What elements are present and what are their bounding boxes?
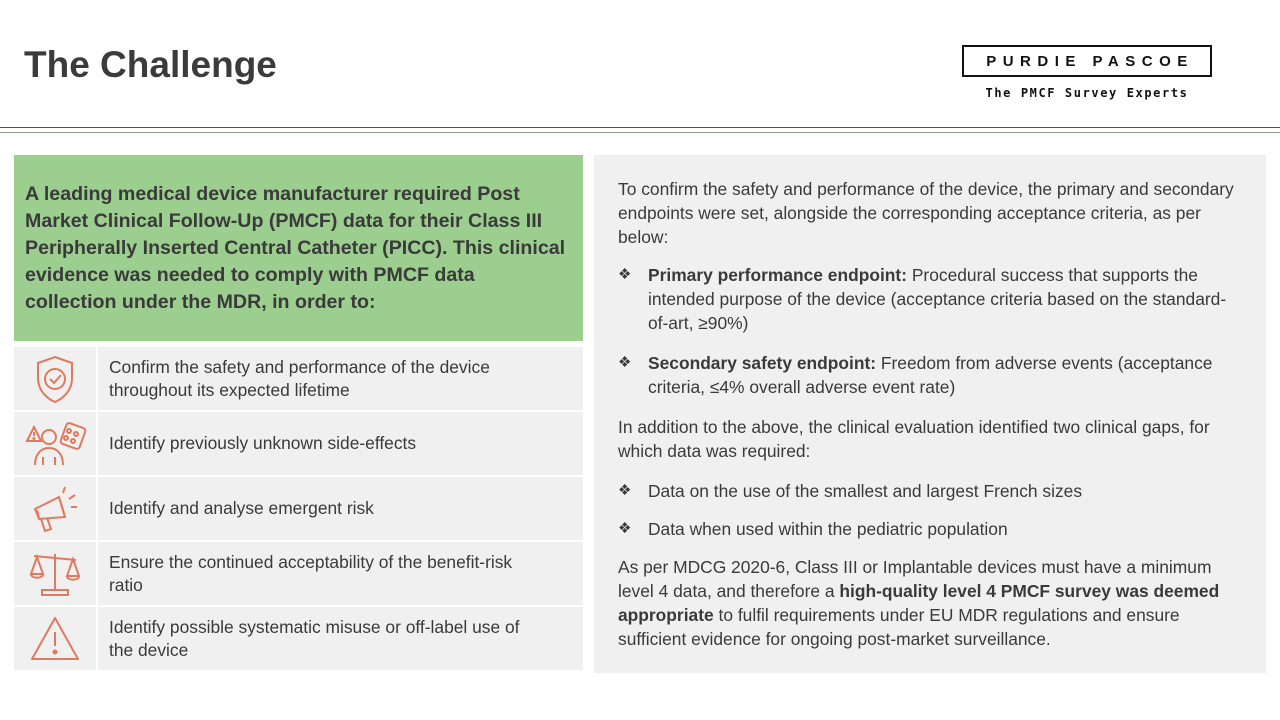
- endpoint-label: Primary performance endpoint:: [648, 265, 907, 285]
- header-divider-secondary: [0, 132, 1280, 133]
- logo-tagline: The PMCF Survey Experts: [985, 86, 1189, 100]
- shield-check-icon: [14, 347, 98, 410]
- bullet-icon: ❖: [618, 520, 632, 537]
- intro-box: [14, 155, 583, 341]
- list-item: [14, 477, 583, 540]
- list-item: [14, 412, 583, 475]
- gaps-intro: In addition to the above, the clinical evaluation identified two clinical gaps, for which data was required:: [618, 417, 1210, 461]
- objective-text: Confirm the safety and performance of the device throughout its expected lifetime: [109, 356, 490, 400]
- endpoint-text: Freedom from adverse events (acceptance criteria, ≤4% overall adverse event rate): [648, 353, 1213, 397]
- gap-item: [618, 479, 1246, 503]
- conclusion: [618, 555, 1246, 651]
- balance-scale-icon: [14, 542, 98, 605]
- bullet-icon: ❖: [618, 266, 632, 283]
- details-panel: [594, 155, 1266, 673]
- gap-text: Data on the use of the smallest and largest French sizes: [648, 481, 1083, 501]
- conclusion-text: As per MDCG 2020-6, Class III or Implantable devices must have a minimum level 4 data, and therefore a: [618, 557, 1212, 601]
- conclusion-text-end: to fulfil requirements under EU MDR regulations and ensure sufficient evidence for ongoing post-market surveillance.: [618, 605, 1180, 649]
- megaphone-icon: [14, 477, 98, 540]
- list-item: [14, 607, 583, 670]
- endpoint-label: Secondary safety endpoint:: [648, 353, 877, 373]
- objective-text: Identify possible systematic misuse or off-label use of the device: [109, 616, 520, 660]
- patient-medication-icon: [14, 412, 98, 475]
- header-divider: [0, 127, 1280, 128]
- panel-intro: To confirm the safety and performance of the device, the primary and secondary endpoints were set, alongside the corresponding acceptance criteria, as per below:: [618, 179, 1234, 247]
- bullet-icon: ❖: [618, 482, 632, 499]
- conclusion-highlight: high-quality level 4 PMCF survey was deemed appropriate: [618, 581, 1220, 625]
- list-item: [14, 347, 583, 410]
- endpoint-secondary: [618, 351, 1246, 399]
- warning-triangle-icon: [14, 607, 98, 670]
- gap-text: Data when used within the pediatric population: [648, 519, 1008, 539]
- list-item: [14, 542, 583, 605]
- page-title: The Challenge: [24, 44, 277, 85]
- objective-text: Identify and analyse emergent risk: [109, 498, 374, 518]
- intro-text: A leading medical device manufacturer required Post Market Clinical Follow-Up (PMCF) data for their Class III Peripherally Inserted Central Catheter (PICC). This clinical evidence was needed to comply with PMCF data collection under the MDR, in order to:: [25, 183, 566, 313]
- objective-text: Ensure the continued acceptability of the benefit-risk ratio: [109, 551, 513, 595]
- objective-text: Identify previously unknown side-effects: [109, 433, 417, 453]
- logo: PURDIE PASCOE: [962, 45, 1212, 77]
- endpoint-text: Procedural success that supports the intended purpose of the device (acceptance criteria based on the standard-of-art, ≥90%): [648, 265, 1227, 333]
- bullet-icon: ❖: [618, 354, 632, 371]
- endpoint-primary: [618, 263, 1246, 335]
- objectives-list: [14, 347, 583, 672]
- gap-item: [618, 517, 1246, 541]
